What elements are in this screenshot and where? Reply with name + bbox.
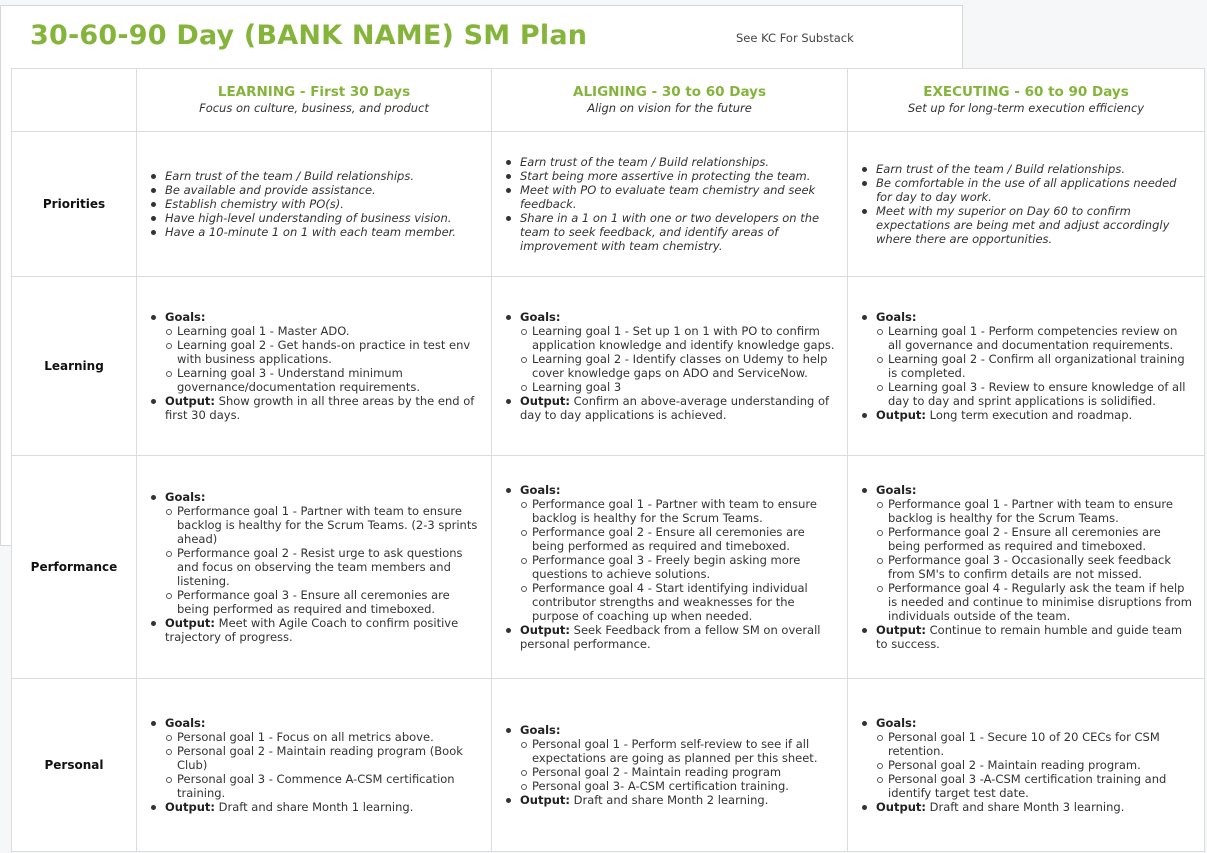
output-item	[505, 394, 837, 422]
goals-item	[861, 716, 1194, 800]
output-label: Output:	[876, 408, 926, 422]
output-text: Meet with Agile Coach to confirm positive trajectory of progress.	[165, 616, 459, 644]
goal-item: Performance goal 3 - Freely begin asking more questions to achieve solutions.	[520, 553, 837, 581]
output-text: Long term execution and roadmap.	[929, 408, 1133, 422]
output-label: Output:	[165, 800, 215, 814]
row-performance	[12, 456, 1205, 679]
goal-item: Performance goal 1 - Partner with team to ensure backlog is healthy for the Scrum Teams. (2-3 sprints ahead)	[165, 504, 481, 546]
goals-label: Goals:	[876, 310, 917, 324]
phase-subtitle: Focus on culture, business, and product	[199, 101, 429, 115]
list-item: Share in a 1 on 1 with one or two developers on the team to seek feedback, and identify areas of improvement with team chemistry.	[505, 211, 837, 253]
phase-subtitle: Align on vision for the future	[587, 101, 752, 115]
goal-item: Performance goal 2 - Ensure all ceremonies are being performed as required and timeboxed.	[520, 525, 837, 553]
goal-item: Performance goal 1 - Partner with team to ensure backlog is healthy for the Scrum Teams.	[876, 497, 1194, 525]
goal-item: Personal goal 1 - Perform self-review to see if all expectations are going as planned per this sheet.	[520, 737, 837, 765]
header-row	[12, 69, 1205, 132]
goal-item: Learning goal 1 - Master ADO.	[165, 324, 481, 338]
phase-header-learning	[137, 69, 492, 132]
goal-item: Learning goal 1 - Perform competencies review on all governance and documentation requirements.	[876, 324, 1194, 352]
output-item	[861, 800, 1194, 814]
page-title: 30-60-90 Day (BANK NAME) SM Plan	[30, 20, 588, 51]
goal-item: Performance goal 3 - Occasionally seek feedback from SM's to confirm details are not missed.	[876, 553, 1194, 581]
output-text: Continue to remain humble and guide team to success.	[876, 623, 1183, 651]
goals-item	[150, 490, 481, 616]
phase-title: EXECUTING - 60 to 90 Days	[923, 84, 1129, 100]
phase-title: LEARNING - First 30 Days	[217, 84, 411, 100]
goals-item	[861, 483, 1194, 623]
personal-cell-executing	[848, 679, 1205, 852]
output-item	[861, 623, 1194, 651]
goals-item	[150, 716, 481, 800]
goal-item: Personal goal 1 - Secure 10 of 20 CECs for CSM retention.	[876, 730, 1194, 758]
output-text: Draft and share Month 1 learning.	[218, 800, 414, 814]
priorities-cell-learning	[137, 132, 492, 277]
goal-item: Performance goal 2 - Resist urge to ask questions and focus on observing the team members and listening.	[165, 546, 481, 588]
priorities-cell-executing	[848, 132, 1205, 277]
output-text: Confirm an above-average understanding of day to day applications is achieved.	[520, 394, 830, 422]
phase-subtitle: Set up for long-term execution efficiency	[907, 101, 1145, 115]
performance-cell-executing	[848, 456, 1205, 679]
row-label: Personal	[12, 679, 137, 852]
learning-cell-aligning	[492, 277, 848, 456]
personal-cell-aligning	[492, 679, 848, 852]
learning-cell-executing	[848, 277, 1205, 456]
row-label: Performance	[12, 456, 137, 679]
output-item	[861, 408, 1194, 422]
goal-item: Personal goal 3- A-CSM certification training.	[520, 779, 837, 793]
list-item: Earn trust of the team / Build relationships.	[505, 155, 837, 169]
output-item	[150, 800, 481, 814]
list-item: Meet with PO to evaluate team chemistry and seek feedback.	[505, 183, 837, 211]
goal-item: Performance goal 4 - Regularly ask the team if help is needed and continue to minimise disruptions from individuals outside of the team.	[876, 581, 1194, 623]
goal-item: Performance goal 4 - Start identifying individual contributor strengths and weaknesses for the purpose of coaching up when needed.	[520, 581, 837, 623]
list-item: Have a 10-minute 1 on 1 with each team member.	[150, 225, 481, 239]
goals-item	[861, 310, 1194, 408]
goal-item: Personal goal 3 - Commence A-CSM certification training.	[165, 772, 481, 800]
goals-item	[505, 483, 837, 623]
goals-label: Goals:	[876, 716, 917, 730]
output-text: Draft and share Month 3 learning.	[929, 800, 1125, 814]
phase-header-executing	[848, 69, 1205, 132]
goal-item: Personal goal 2 - Maintain reading program.	[876, 758, 1194, 772]
row-label: Priorities	[12, 132, 137, 277]
performance-cell-learning	[137, 456, 492, 679]
list-item: Have high-level understanding of business vision.	[150, 211, 481, 225]
goal-item: Personal goal 1 - Focus on all metrics above.	[165, 730, 481, 744]
row-personal	[12, 679, 1205, 852]
phase-title: ALIGNING - 30 to 60 Days	[573, 84, 766, 100]
goals-item	[505, 723, 837, 793]
list-item: Start being more assertive in protecting the team.	[505, 169, 837, 183]
output-label: Output:	[165, 616, 215, 630]
list-item: Earn trust of the team / Build relationships.	[150, 169, 481, 183]
list-item: Earn trust of the team / Build relationships.	[861, 162, 1194, 176]
goals-label: Goals:	[520, 483, 561, 497]
goals-label: Goals:	[876, 483, 917, 497]
goal-item: Performance goal 3 - Ensure all ceremonies are being performed as required and timeboxed.	[165, 588, 481, 616]
output-text: Draft and share Month 2 learning.	[573, 793, 769, 807]
output-item	[505, 623, 837, 651]
goals-label: Goals:	[520, 310, 561, 324]
learning-cell-learning	[137, 277, 492, 456]
priorities-cell-aligning	[492, 132, 848, 277]
output-item	[505, 793, 837, 807]
goals-label: Goals:	[165, 716, 206, 730]
goals-label: Goals:	[165, 490, 206, 504]
goal-item: Learning goal 1 - Set up 1 on 1 with PO to confirm application knowledge and identify knowledge gaps.	[520, 324, 837, 352]
row-label: Learning	[12, 277, 137, 456]
goal-item: Performance goal 1 - Partner with team to ensure backlog is healthy for the Scrum Teams.	[520, 497, 837, 525]
output-label: Output:	[165, 394, 215, 408]
goals-item	[505, 310, 837, 394]
output-item	[150, 616, 481, 644]
list-item: Be comfortable in the use of all applications needed for day to day work.	[861, 176, 1194, 204]
list-item: Meet with my superior on Day 60 to confirm expectations are being met and adjust accordingly where there are opportunities.	[861, 204, 1194, 246]
output-label: Output:	[876, 800, 926, 814]
goal-item: Learning goal 2 - Identify classes on Udemy to help cover knowledge gaps on ADO and ServiceNow.	[520, 352, 837, 380]
output-label: Output:	[520, 793, 570, 807]
list-item: Be available and provide assistance.	[150, 183, 481, 197]
goal-item: Learning goal 2 - Confirm all organizational training is completed.	[876, 352, 1194, 380]
row-priorities	[12, 132, 1205, 277]
goals-label: Goals:	[165, 310, 206, 324]
goal-item: Learning goal 3 - Review to ensure knowledge of all day to day and sprint applications is solidified.	[876, 380, 1194, 408]
goal-item: Learning goal 3	[520, 380, 837, 394]
corner-cell	[12, 69, 137, 132]
goal-item: Personal goal 3 -A-CSM certification training and identify target test date.	[876, 772, 1194, 800]
goal-item: Performance goal 2 - Ensure all ceremonies are being performed as required and timeboxed.	[876, 525, 1194, 553]
output-text: Show growth in all three areas by the end of first 30 days.	[165, 394, 475, 422]
goal-item: Personal goal 2 - Maintain reading program (Book Club)	[165, 744, 481, 772]
goal-item: Learning goal 2 - Get hands-on practice in test env with business applications.	[165, 338, 481, 366]
row-learning	[12, 277, 1205, 456]
goals-item	[150, 310, 481, 394]
plan-table	[11, 68, 1205, 852]
goals-label: Goals:	[520, 723, 561, 737]
performance-cell-aligning	[492, 456, 848, 679]
phase-header-aligning	[492, 69, 848, 132]
output-text: Seek Feedback from a fellow SM on overall personal performance.	[520, 623, 821, 651]
personal-cell-learning	[137, 679, 492, 852]
goal-item: Learning goal 3 - Understand minimum governance/documentation requirements.	[165, 366, 481, 394]
output-label: Output:	[876, 623, 926, 637]
goal-item: Personal goal 2 - Maintain reading program	[520, 765, 837, 779]
list-item: Establish chemistry with PO(s).	[150, 197, 481, 211]
substack-note: See KC For Substack	[736, 31, 854, 45]
output-label: Output:	[520, 394, 570, 408]
output-item	[150, 394, 481, 422]
output-label: Output:	[520, 623, 570, 637]
